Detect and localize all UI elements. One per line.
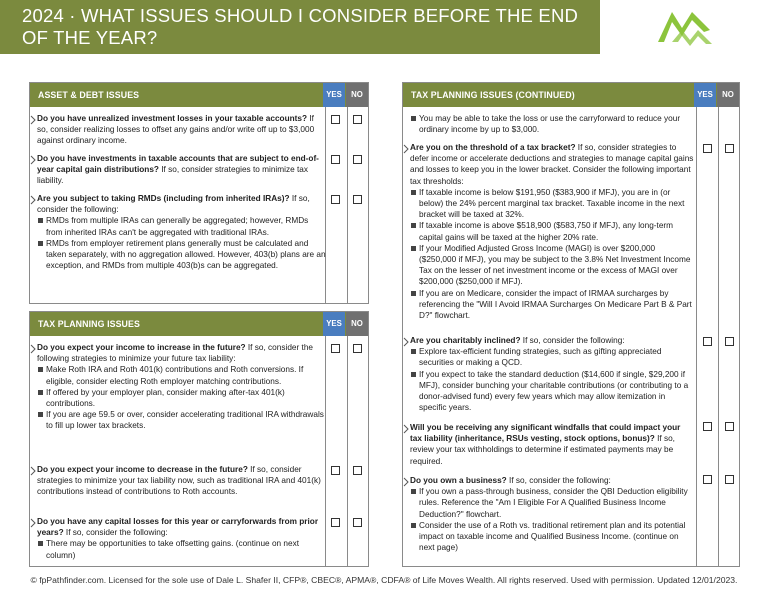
question-text: Are you on the threshold of a tax bracket? If so, consider strategies to defer income or accelerate deductions and strategies to manage capital gains and losses to keep you in the lower bracket. Consider the following important tax thresholds: bbox=[410, 143, 694, 186]
question-text: Will you be receiving any significant windfalls that could impact your tax liability (inheritance, RSUs vesting, stock options, bonus)? If so, review your tax withholdings to determine if estimated payments may be required. bbox=[410, 423, 681, 466]
no-column-label: NO bbox=[346, 312, 368, 336]
list-item: If taxable income is above $518,900 ($583,750 if MFJ), any long-term capital gains will be taxed at the higher 20% rate. bbox=[410, 220, 694, 242]
list-item: If offered by your employer plan, consider making after-tax 401(k) contributions. bbox=[37, 387, 327, 409]
list-item: Make Roth IRA and Roth 401(k) contributions and Roth conversions. If eligible, consider electing Roth employer matching contributions. bbox=[37, 364, 327, 386]
brand-logo-icon bbox=[652, 6, 718, 48]
tax-cont-q2-yes-checkbox[interactable] bbox=[703, 337, 712, 346]
tax-continued-title: TAX PLANNING ISSUES (CONTINUED) bbox=[411, 90, 575, 100]
tax-cont-q3-no-checkbox[interactable] bbox=[725, 422, 734, 431]
page-header bbox=[0, 0, 600, 54]
copyright-footer: © fpPathfinder.com. Licensed for the sole use of Dale L. Shafer II, CFP®, CBEC®, APMA®, CDFA® of Life Moves Wealth. All rights reserved. Used with permission. Updated 12/01/2023. bbox=[30, 575, 738, 585]
tax-q1-no-checkbox[interactable] bbox=[353, 344, 362, 353]
tax-planning-item-2 bbox=[37, 464, 327, 498]
chevron-right-icon bbox=[30, 155, 36, 165]
chevron-right-icon bbox=[30, 195, 36, 205]
page-title: 2024 · WHAT ISSUES SHOULD I CONSIDER BEFORE THE END OF THE YEAR? bbox=[22, 5, 579, 48]
yes-column-label: YES bbox=[694, 83, 716, 107]
no-column-label: NO bbox=[346, 83, 368, 107]
tax-q3-no-checkbox[interactable] bbox=[353, 518, 362, 527]
column-divider bbox=[347, 336, 348, 566]
tax-q2-yes-checkbox[interactable] bbox=[331, 466, 340, 475]
asset-q2-yes-checkbox[interactable] bbox=[331, 155, 340, 164]
list-item: If you expect to take the standard deduction ($14,600 if single, $29,200 if MFJ), consider bunching your charitable contributions (or contributing to a donor-advised fund) every few years which may allow itemization in specific years. bbox=[410, 369, 694, 414]
tax-continued-item-1 bbox=[410, 142, 694, 321]
list-item: If you are on Medicare, consider the impact of IRMAA surcharges by referencing the "Will I Avoid IRMAA Surcharges On Medicare Part B & Part D?" flowchart. bbox=[410, 288, 694, 322]
tax-planning-item-3 bbox=[37, 516, 327, 561]
list-item: You may be able to take the loss or use the carryforward to reduce your ordinary income by up to $3,000. bbox=[410, 113, 694, 135]
list-item: RMDs from multiple IRAs can generally be aggregated; however, RMDs from inherited IRAs can't be aggregated with traditional IRAs. bbox=[37, 215, 327, 237]
tax-cont-q4-no-checkbox[interactable] bbox=[725, 475, 734, 484]
tax-planning-item-1 bbox=[37, 342, 327, 432]
yes-column-label: YES bbox=[323, 83, 345, 107]
asset-debt-item-2 bbox=[37, 153, 327, 187]
asset-debt-item-3 bbox=[37, 193, 327, 271]
question-text: Do you expect your income to decrease in the future? If so, consider strategies to minimize your tax liability now, such as traditional IRA and 401(k) contributions instead of contributions to Roth accounts. bbox=[37, 465, 321, 497]
chevron-right-icon bbox=[30, 344, 36, 354]
question-text: Are you charitably inclined? If so, consider the following: bbox=[410, 336, 625, 345]
tax-continued-item-4 bbox=[410, 475, 694, 553]
list-item: Consider the use of a Roth vs. traditional retirement plan and its potential impact on taxable income and Qualified Business Income. (continue on next page) bbox=[410, 520, 694, 554]
asset-debt-item-1 bbox=[37, 113, 327, 147]
tax-continued-lead bbox=[410, 113, 694, 135]
asset-q3-no-checkbox[interactable] bbox=[353, 195, 362, 204]
asset-debt-header bbox=[30, 83, 368, 107]
tax-q2-no-checkbox[interactable] bbox=[353, 466, 362, 475]
chevron-right-icon bbox=[403, 477, 409, 487]
question-text: Do you expect your income to increase in the future? If so, consider the following strategies to minimize your future tax liability: bbox=[37, 343, 314, 364]
chevron-right-icon bbox=[403, 144, 409, 154]
no-column-label: NO bbox=[717, 83, 739, 107]
tax-q1-yes-checkbox[interactable] bbox=[331, 344, 340, 353]
question-text: Do you have investments in taxable accounts that are subject to end-of-year capital gain distributions? If so, consider strategies to minimize tax liability. bbox=[37, 154, 319, 186]
tax-cont-q1-no-checkbox[interactable] bbox=[725, 144, 734, 153]
asset-q3-yes-checkbox[interactable] bbox=[331, 195, 340, 204]
chevron-right-icon bbox=[30, 466, 36, 476]
asset-q2-no-checkbox[interactable] bbox=[353, 155, 362, 164]
list-item: If taxable income is below $191,950 ($383,900 if MFJ), you are in (or below) the 24% percent marginal tax bracket. Taxable income in the next bracket will be taxed at 32%. bbox=[410, 187, 694, 221]
list-item: RMDs from employer retirement plans generally must be calculated and taken separately, with no aggregation allowed. However, 403(b) plans are an exception, and RMDs from multiple 403(b)s can be aggregated. bbox=[37, 238, 327, 272]
chevron-right-icon bbox=[30, 518, 36, 528]
question-text: Do you own a business? If so, consider the following: bbox=[410, 476, 611, 485]
tax-cont-q2-no-checkbox[interactable] bbox=[725, 337, 734, 346]
tax-continued-header bbox=[403, 83, 739, 107]
tax-cont-q1-yes-checkbox[interactable] bbox=[703, 144, 712, 153]
list-item: If you are age 59.5 or over, consider accelerating traditional IRA withdrawals to fill up lower tax brackets. bbox=[37, 409, 327, 431]
tax-cont-q4-yes-checkbox[interactable] bbox=[703, 475, 712, 484]
asset-q1-no-checkbox[interactable] bbox=[353, 115, 362, 124]
asset-debt-title: ASSET & DEBT ISSUES bbox=[38, 90, 140, 100]
tax-cont-q3-yes-checkbox[interactable] bbox=[703, 422, 712, 431]
yes-column-label: YES bbox=[323, 312, 345, 336]
asset-q1-yes-checkbox[interactable] bbox=[331, 115, 340, 124]
list-item: Explore tax-efficient funding strategies, such as gifting appreciated securities or making a QCD. bbox=[410, 346, 694, 368]
tax-planning-header bbox=[30, 312, 368, 336]
question-text: Are you subject to taking RMDs (including from inherited IRAs)? If so, consider the following: bbox=[37, 194, 310, 215]
question-text: Do you have unrealized investment losses in your taxable accounts? If so, consider realizing losses to offset any gains and/or write off up to $3,000 against ordinary income. bbox=[37, 114, 315, 146]
chevron-right-icon bbox=[403, 424, 409, 434]
chevron-right-icon bbox=[403, 337, 409, 347]
list-item: If your Modified Adjusted Gross Income (MAGI) is over $200,000 ($250,000 if MFJ), you may be subject to the 3.8% Net Investment Income Tax on the lesser of net investment income or the excess of MAGI over $200,000 ($250,000 if MFJ). bbox=[410, 243, 694, 288]
chevron-right-icon bbox=[30, 115, 36, 125]
question-text: Do you have any capital losses for this year or carryforwards from prior years? If so, consider the following: bbox=[37, 517, 319, 538]
tax-q3-yes-checkbox[interactable] bbox=[331, 518, 340, 527]
list-item: There may be opportunities to take offsetting gains. (continue on next column) bbox=[37, 538, 327, 560]
tax-continued-item-3 bbox=[410, 422, 694, 467]
column-divider bbox=[347, 107, 348, 303]
tax-planning-title: TAX PLANNING ISSUES bbox=[38, 319, 140, 329]
tax-continued-item-2 bbox=[410, 335, 694, 413]
column-divider bbox=[696, 107, 697, 566]
list-item: If you own a pass-through business, consider the QBI Deduction eligibility rules. Reference the "Am I Eligible For A Qualified Business Income Deduction?" flowchart. bbox=[410, 486, 694, 520]
column-divider bbox=[718, 107, 719, 566]
